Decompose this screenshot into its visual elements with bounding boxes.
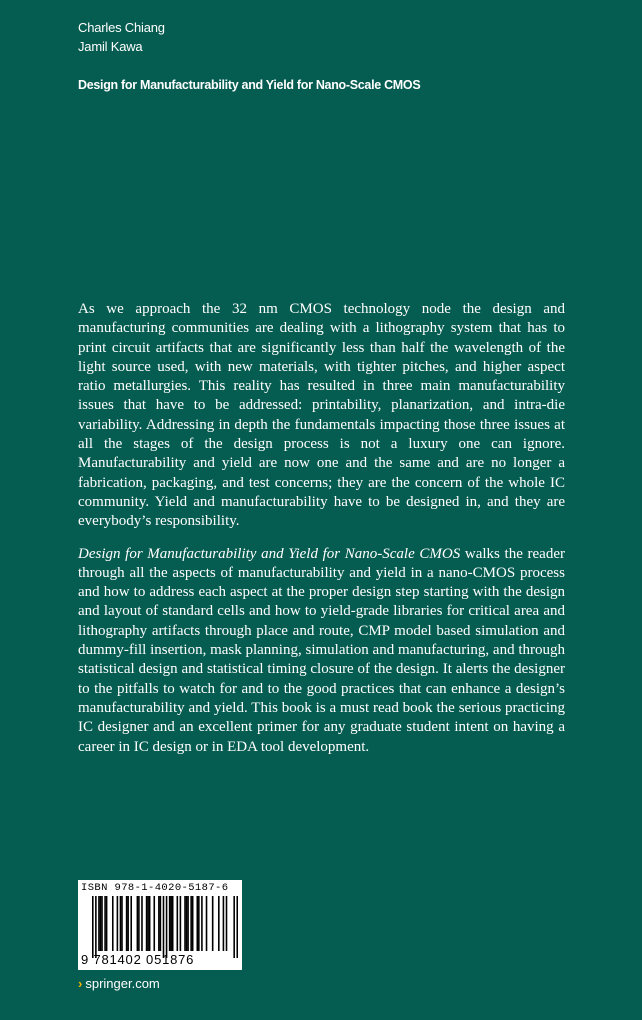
book-title: Design for Manufacturability and Yield for Nano-Scale CMOS [78, 78, 421, 92]
barcode-bar [187, 896, 189, 951]
barcode-bar [206, 896, 208, 951]
barcode-bar [201, 896, 203, 951]
publisher-website: springer.com [85, 976, 160, 991]
author-name: Charles Chiang [78, 20, 165, 35]
barcode-bar [137, 896, 139, 951]
barcode-bar [223, 896, 225, 951]
barcode-bar [112, 896, 114, 951]
barcode-bar [126, 896, 128, 951]
barcode-bar [100, 896, 102, 951]
barcode-bar [166, 896, 168, 958]
barcode-bar [106, 896, 108, 951]
barcode-bar [141, 896, 143, 951]
barcode-bar [146, 896, 148, 951]
blurb-book-title: Design for Manufacturability and Yield for Nano-Scale CMOS [78, 545, 461, 562]
barcode-bar [169, 896, 171, 951]
barcode-bar [117, 896, 119, 951]
barcode-bar [92, 896, 94, 958]
barcode-bar [186, 896, 188, 951]
barcode-bar [236, 896, 238, 958]
barcode-bar [101, 896, 103, 951]
author-list [78, 18, 165, 56]
barcode-bar [104, 896, 106, 951]
barcode-bar [233, 896, 235, 958]
barcode-bar [149, 896, 151, 951]
blurb-paragraph: As we approach the 32 nm CMOS technology node the design and manufacturing communities are dealing with a lithography system that has to print circuit artifacts that are significantly less than half the wavelength of the light source used, with new materials, with tighter pitches, and higher aspect ratio metallurgies. This reality has resulted in three main manufacturability issues that have to be addressed: printability, planarization, and intra-die variability. Addressing in depth the fundamentals impacting those three issues at all the stages of the design process is not a luxury one can ignore. Manufacturability and yield are now one and the same and are no longer a fabrication, packaging, and test concerns; they are the concern of the whole IC community. Yield and manufacturability have to be designed in, and they are everybody’s responsibility. [78, 301, 565, 530]
barcode-bar [127, 896, 129, 951]
barcode-bar [120, 896, 122, 951]
barcode-bar [170, 896, 172, 951]
barcode-bar [197, 896, 199, 951]
barcode-bar [212, 896, 214, 951]
barcode-bar [177, 896, 179, 951]
barcode-bar [130, 896, 132, 951]
barcode-bar [138, 896, 140, 951]
barcode-bar [158, 896, 160, 951]
isbn-barcode [78, 880, 242, 970]
author-name: Jamil Kawa [78, 39, 143, 54]
barcode-bar [184, 896, 186, 951]
barcode-bar [180, 896, 182, 951]
barcode-bar [153, 896, 155, 951]
publisher-link[interactable] [78, 976, 160, 991]
barcode-bars [92, 896, 238, 958]
barcode-bar [192, 896, 194, 951]
barcode-bar [147, 896, 149, 951]
barcode-bar [190, 896, 192, 951]
isbn-label: ISBN 978-1-4020-5187-6 [81, 882, 229, 894]
blurb-paragraph [78, 545, 565, 757]
barcode-bar [98, 896, 100, 951]
barcode-bar [95, 896, 97, 958]
barcode-bar [160, 896, 162, 951]
barcode-digits: 9 781402 051876 [81, 952, 195, 967]
chevron-right-icon: › [78, 976, 83, 991]
barcode-bar [121, 896, 123, 951]
barcode-bar [226, 896, 228, 951]
barcode-bar [218, 896, 220, 951]
blurb-text: walks the reader through all the aspects of manufacturability and yield in a nano-CMOS process and how to address each aspect at the proper design step starting with the design and layout of standard cells and how to yield-grade libraries for critical area and lithography artifacts through place and route, CMP model based simulation and dummy-fill insertion, mask planning, simulation and manufacturing, and through statistical design and statistical timing closure of the design. It alerts the designer to the pitfalls to watch for and to the good practices that can enhance a design’s manufacturability and yield. This book is a must read book the serious practicing IC designer and an excellent primer for any graduate student intent on having a career in IC design or in EDA tool development. [78, 545, 566, 755]
barcode-bar [198, 896, 200, 951]
barcode-bar [172, 896, 174, 951]
back-cover-blurb [78, 300, 565, 770]
barcode-bar [163, 896, 165, 958]
